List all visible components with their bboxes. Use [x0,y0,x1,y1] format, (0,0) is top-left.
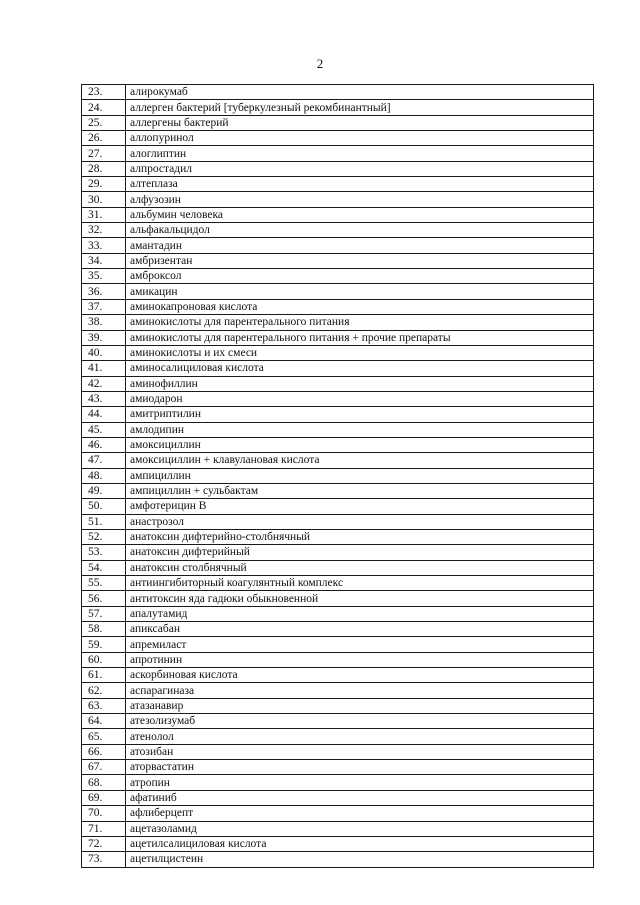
row-number-cell: 41. [82,361,126,376]
drug-name-cell: алтеплаза [126,177,594,192]
drug-name-cell: аллерген бактерий [туберкулезный рекомбинантный] [126,100,594,115]
row-number-cell: 45. [82,422,126,437]
table-row [82,698,594,713]
row-number-cell: 25. [82,115,126,130]
table-row [82,775,594,790]
table-row [82,668,594,683]
row-number-cell: 62. [82,683,126,698]
drug-name-cell: афлиберцепт [126,806,594,821]
row-number-cell: 50. [82,499,126,514]
table-row [82,453,594,468]
table-row [82,468,594,483]
row-number-cell: 42. [82,376,126,391]
drug-name-cell: атропин [126,775,594,790]
row-number-cell: 57. [82,606,126,621]
drug-name-cell: атозибан [126,744,594,759]
table-row [82,253,594,268]
page-number: 2 [316,56,324,71]
row-number-cell: 44. [82,407,126,422]
table-row [82,437,594,452]
table-row [82,744,594,759]
drug-name-cell: ацетилсалициловая кислота [126,836,594,851]
row-number-cell: 56. [82,591,126,606]
drug-name-cell: амлодипин [126,422,594,437]
table-row [82,790,594,805]
row-number-cell: 35. [82,269,126,284]
drug-name-cell: аминокислоты для парентерального питания + прочие препараты [126,330,594,345]
table-row [82,361,594,376]
table-row [82,821,594,836]
drug-name-cell: алпростадил [126,161,594,176]
row-number-cell: 60. [82,652,126,667]
table-row [82,560,594,575]
row-number-cell: 67. [82,760,126,775]
row-number-cell: 33. [82,238,126,253]
drug-name-cell: амоксициллин [126,437,594,452]
drug-name-cell: ацетазоламид [126,821,594,836]
drug-name-cell: аллергены бактерий [126,115,594,130]
drug-name-cell: амбризентан [126,253,594,268]
table-row [82,192,594,207]
row-number-cell: 34. [82,253,126,268]
row-number-cell: 40. [82,345,126,360]
table-row [82,545,594,560]
drug-name-cell: ампициллин + сульбактам [126,483,594,498]
drug-name-cell: аминосалициловая кислота [126,361,594,376]
drug-name-cell: анатоксин столбнячный [126,560,594,575]
table-row [82,591,594,606]
row-number-cell: 58. [82,622,126,637]
row-number-cell: 30. [82,192,126,207]
drug-name-cell: амброксол [126,269,594,284]
drug-name-cell: анатоксин дифтерийно-столбнячный [126,529,594,544]
row-number-cell: 29. [82,177,126,192]
row-number-cell: 63. [82,698,126,713]
row-number-cell: 23. [82,85,126,100]
table-row [82,330,594,345]
table-row [82,177,594,192]
drug-name-cell: атазанавир [126,698,594,713]
table-row [82,315,594,330]
row-number-cell: 70. [82,806,126,821]
drug-name-cell: апиксабан [126,622,594,637]
row-number-cell: 26. [82,131,126,146]
row-number-cell: 53. [82,545,126,560]
drug-name-cell: амиодарон [126,391,594,406]
table-row [82,115,594,130]
drug-name-cell: анатоксин дифтерийный [126,545,594,560]
row-number-cell: 64. [82,714,126,729]
row-number-cell: 37. [82,299,126,314]
table-row [82,85,594,100]
table-row [82,683,594,698]
drug-name-cell: аминокислоты для парентерального питания [126,315,594,330]
table-row [82,714,594,729]
row-number-cell: 28. [82,161,126,176]
row-number-cell: 71. [82,821,126,836]
table-row [82,223,594,238]
drug-name-cell: алфузозин [126,192,594,207]
table-row [82,806,594,821]
row-number-cell: 48. [82,468,126,483]
row-number-cell: 32. [82,223,126,238]
table-row [82,376,594,391]
row-number-cell: 31. [82,207,126,222]
row-number-cell: 61. [82,668,126,683]
drug-name-cell: апротинин [126,652,594,667]
drug-name-cell: апремиласт [126,637,594,652]
drug-name-cell: анастрозол [126,514,594,529]
table-row [82,299,594,314]
drug-name-cell: амантадин [126,238,594,253]
row-number-cell: 69. [82,790,126,805]
table-row [82,131,594,146]
table-row [82,760,594,775]
drug-name-cell: алоглиптин [126,146,594,161]
drug-name-cell: апалутамид [126,606,594,621]
table-row [82,606,594,621]
drug-name-cell: амоксициллин + клавулановая кислота [126,453,594,468]
table-row [82,729,594,744]
table-row [82,146,594,161]
row-number-cell: 73. [82,852,126,867]
table-row [82,422,594,437]
drug-name-cell: аминокапроновая кислота [126,299,594,314]
drug-name-cell: атенолол [126,729,594,744]
drug-name-cell: аспарагиназа [126,683,594,698]
row-number-cell: 39. [82,330,126,345]
table-row [82,499,594,514]
drug-name-cell: аминокислоты и их смеси [126,345,594,360]
row-number-cell: 43. [82,391,126,406]
drug-name-cell: аскорбиновая кислота [126,668,594,683]
drug-name-cell: афатиниб [126,790,594,805]
row-number-cell: 68. [82,775,126,790]
table-row [82,391,594,406]
table-row [82,284,594,299]
table-row [82,207,594,222]
drug-name-cell: амфотерицин В [126,499,594,514]
drug-name-cell: атезолизумаб [126,714,594,729]
row-number-cell: 51. [82,514,126,529]
drug-name-cell: аллопуринол [126,131,594,146]
table-row [82,529,594,544]
row-number-cell: 46. [82,437,126,452]
drug-name-cell: амикацин [126,284,594,299]
row-number-cell: 38. [82,315,126,330]
row-number-cell: 49. [82,483,126,498]
row-number-cell: 36. [82,284,126,299]
drug-name-cell: ампициллин [126,468,594,483]
table-row [82,622,594,637]
row-number-cell: 52. [82,529,126,544]
drug-name-cell: аторвастатин [126,760,594,775]
table-row [82,161,594,176]
drug-name-cell: амитриптилин [126,407,594,422]
drug-name-cell: антитоксин яда гадюки обыкновенной [126,591,594,606]
drug-name-cell: антиингибиторный коагулянтный комплекс [126,576,594,591]
row-number-cell: 54. [82,560,126,575]
drug-name-cell: алирокумаб [126,85,594,100]
row-number-cell: 72. [82,836,126,851]
table-row [82,483,594,498]
table-row [82,238,594,253]
row-number-cell: 55. [82,576,126,591]
drug-list-table [81,84,594,868]
row-number-cell: 65. [82,729,126,744]
table-row [82,407,594,422]
table-row [82,345,594,360]
row-number-cell: 66. [82,744,126,759]
drug-name-cell: альбумин человека [126,207,594,222]
table-row [82,852,594,867]
table-row [82,576,594,591]
row-number-cell: 27. [82,146,126,161]
table-row [82,514,594,529]
table-row [82,269,594,284]
drug-name-cell: аминофиллин [126,376,594,391]
table-row [82,652,594,667]
row-number-cell: 24. [82,100,126,115]
drug-name-cell: альфакальцидол [126,223,594,238]
drug-list-body [82,85,594,868]
table-row [82,637,594,652]
table-row [82,100,594,115]
table-row [82,836,594,851]
drug-name-cell: ацетилцистеин [126,852,594,867]
row-number-cell: 59. [82,637,126,652]
row-number-cell: 47. [82,453,126,468]
